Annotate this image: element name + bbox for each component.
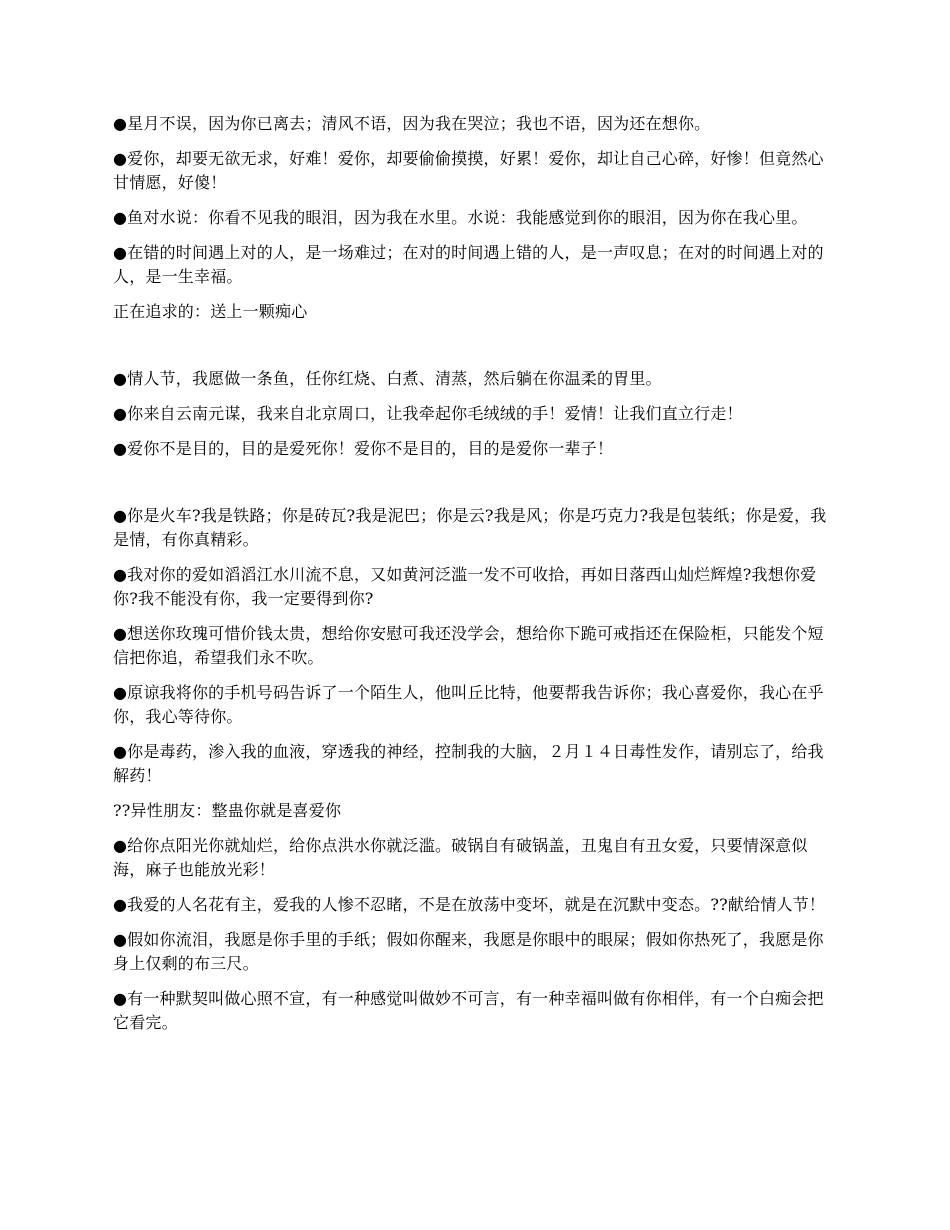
paragraph-11: ●想送你玫瑰可惜价钱太贵，想给你安慰可我还没学会，想给你下跪可戒指还在保险柜，只能发个短信把你追，希望我们永不吹。 (113, 624, 824, 667)
paragraph-7: ●你来自云南元谋，我来自北京周口，让我牵起你毛绒绒的手！爱情！让我们直立行走！ (113, 404, 743, 423)
paragraph-1: ●星月不误，因为你已离去；清风不语，因为我在哭泣；我也不语，因为还在想你。 (113, 114, 711, 133)
paragraph-4: ●在错的时间遇上对的人，是一场难过；在对的时间遇上错的人，是一声叹息；在对的时间遇上对的人，是一生幸福。 (113, 243, 824, 286)
paragraph-3: ●鱼对水说：你看不见我的眼泪，因为我在水里。水说：我能感觉到你的眼泪，因为你在我心里。 (113, 208, 808, 227)
paragraph-8: ●爱你不是目的，目的是爱死你！爱你不是目的，目的是爱你一辈子！ (113, 439, 614, 458)
section-heading-pursuit: 正在追求的：送上一颗痴心 (113, 302, 308, 321)
document-body (113, 112, 837, 1046)
paragraph-16: ●我爱的人名花有主，爱我的人惨不忍睹，不是在放荡中变坏，就是在沉默中变态。??献给情人节！ (113, 895, 826, 914)
paragraph-2: ●爱你，却要无欲无求，好难！爱你，却要偷偷摸摸，好累！爱你，却让自己心碎，好惨！但竟然心甘情愿，好傻！ (113, 149, 824, 192)
blank-line (113, 472, 837, 504)
paragraph-12: ●原谅我将你的手机号码告诉了一个陌生人，他叫丘比特，他要帮我告诉你；我心喜爱你，我心在乎你，我心等待你。 (113, 683, 824, 726)
paragraph-13: ●你是毒药，渗入我的血液，穿透我的神经，控制我的大脑，２月１４日毒性发作，请别忘了，给我解药！ (113, 742, 824, 785)
blank-line (113, 335, 837, 367)
paragraph-15: ●给你点阳光你就灿烂，给你点洪水你就泛滥。破锅自有破锅盖，丑鬼自有丑女爱，只要情深意似海，麻子也能放光彩！ (113, 836, 808, 879)
paragraph-6: ●情人节，我愿做一条鱼，任你红烧、白煮、清蒸，然后躺在你温柔的胃里。 (113, 369, 662, 388)
paragraph-17: ●假如你流泪，我愿是你手里的手纸；假如你醒来，我愿是你眼中的眼屎；假如你热死了，我愿是你身上仅剩的布三尺。 (113, 930, 824, 973)
paragraph-18: ●有一种默契叫做心照不宣，有一种感觉叫做妙不可言，有一种幸福叫做有你相伴，有一个白痴会把它看完。 (113, 989, 824, 1032)
paragraph-10: ●我对你的爱如滔滔江水川流不息，又如黄河泛滥一发不可收拾，再如日落西山灿烂辉煌?我想你爱你?我不能没有你，我一定要得到你? (113, 565, 817, 608)
paragraph-9: ●你是火车?我是铁路；你是砖瓦?我是泥巴；你是云?我是风；你是巧克力?我是包装纸；你是爱，我是情，有你真精彩。 (113, 506, 827, 549)
section-heading-friends: ??异性朋友：整蛊你就是喜爱你 (113, 801, 342, 820)
